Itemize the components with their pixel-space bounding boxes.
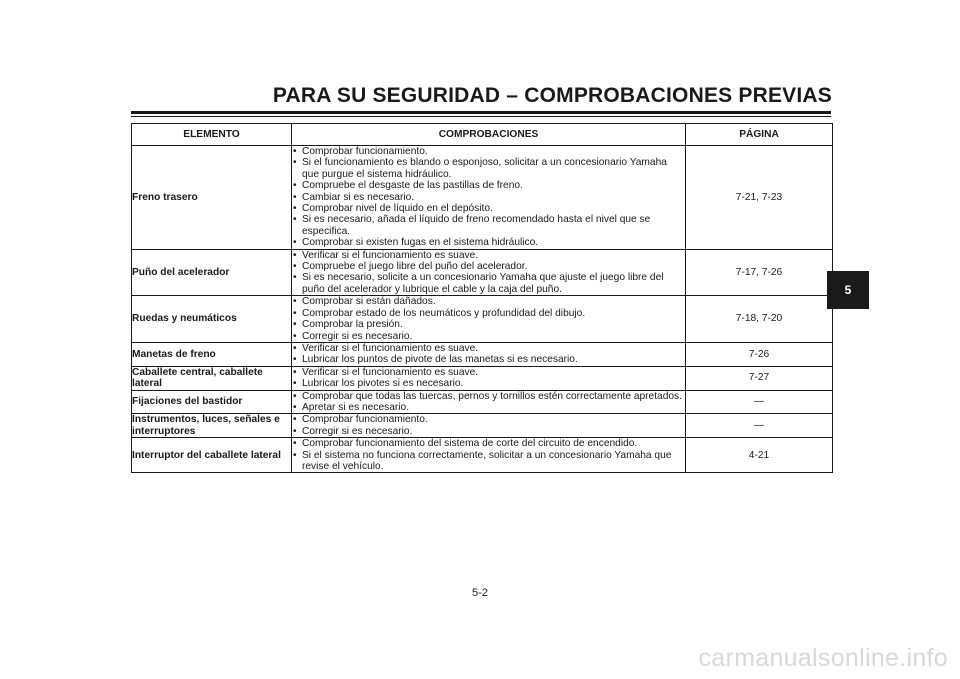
table-row xyxy=(132,390,833,414)
element-cell: Manetas de freno xyxy=(132,342,292,366)
check-item: • Si el sistema no funciona correctamente, solicitar a un concesionario Yamaha que revise el vehículo. xyxy=(292,450,685,473)
page-number: 5-2 xyxy=(472,587,488,599)
table-row xyxy=(132,414,833,438)
check-item: • Comprobar funcionamiento. xyxy=(292,146,685,157)
check-item: • Cambiar si es necesario. xyxy=(292,192,685,203)
table-row xyxy=(132,438,833,473)
check-item: • Comprobar funcionamiento. xyxy=(292,414,685,425)
title-rule-thin xyxy=(131,116,831,117)
check-item: • Comprobar si están dañados. xyxy=(292,296,685,307)
check-item: • Verificar si el funcionamiento es suave. xyxy=(292,343,685,354)
checks-table-container xyxy=(131,123,832,473)
header-element: ELEMENTO xyxy=(132,124,292,146)
checks-list xyxy=(292,343,685,366)
checks-list xyxy=(292,250,685,296)
check-item: • Lubricar los pivotes si es necesario. xyxy=(292,378,685,389)
check-item: • Si el funcionamiento es blando o esponjoso, solicitar a un concesionario Yamaha que purgue el sistema hidráulico. xyxy=(292,157,685,180)
check-item: • Comprobar que todas las tuercas, pernos y tornillos estén correctamente apretados. xyxy=(292,391,685,402)
page-cell: — xyxy=(686,414,833,438)
element-cell: Fijaciones del bastidor xyxy=(132,390,292,414)
checks-cell xyxy=(292,414,686,438)
element-cell: Ruedas y neumáticos xyxy=(132,296,292,343)
table-body xyxy=(132,146,833,473)
table-row xyxy=(132,342,833,366)
check-item: • Comprobar la presión. xyxy=(292,319,685,330)
page-title: PARA SU SEGURIDAD – COMPROBACIONES PREVIAS xyxy=(272,84,832,107)
check-item: • Comprobar si existen fugas en el sistema hidráulico. xyxy=(292,237,685,248)
table-row xyxy=(132,296,833,343)
header-checks: COMPROBACIONES xyxy=(292,124,686,146)
table-header-row xyxy=(132,124,833,146)
element-cell: Puño del acelerador xyxy=(132,249,292,296)
page-cell: 7-18, 7-20 xyxy=(686,296,833,343)
checks-cell xyxy=(292,438,686,473)
page-cell: 7-21, 7-23 xyxy=(686,146,833,250)
checks-list xyxy=(292,414,685,437)
checks-list xyxy=(292,438,685,472)
table-row xyxy=(132,146,833,250)
checks-cell xyxy=(292,390,686,414)
check-item: • Si es necesario, añada el líquido de freno recomendado hasta el nivel que se especifica. xyxy=(292,214,685,237)
checks-cell xyxy=(292,366,686,390)
check-item: • Comprobar estado de los neumáticos y profundidad del dibujo. xyxy=(292,308,685,319)
title-rule-thick xyxy=(131,111,831,114)
checks-list xyxy=(292,146,685,249)
element-cell: Instrumentos, luces, señales e interruptores xyxy=(132,414,292,438)
check-item: • Corregir si es necesario. xyxy=(292,331,685,342)
check-item: • Corregir si es necesario. xyxy=(292,426,685,437)
check-item: • Comprobar funcionamiento del sistema de corte del circuito de encendido. xyxy=(292,438,685,449)
checks-list xyxy=(292,296,685,342)
check-item: • Compruebe el desgaste de las pastillas de freno. xyxy=(292,180,685,191)
section-tab: 5 xyxy=(827,271,869,309)
checks-cell xyxy=(292,296,686,343)
page-cell: — xyxy=(686,390,833,414)
page-cell: 7-17, 7-26 xyxy=(686,249,833,296)
checks-cell xyxy=(292,342,686,366)
header-page: PÁGINA xyxy=(686,124,833,146)
checks-cell xyxy=(292,249,686,296)
check-item: • Si es necesario, solicite a un concesionario Yamaha que ajuste el juego libre del puño del acelerador y lubrique el cable y la caja del puño. xyxy=(292,272,685,295)
table-row xyxy=(132,366,833,390)
page-cell: 7-27 xyxy=(686,366,833,390)
check-item: • Verificar si el funcionamiento es suave. xyxy=(292,367,685,378)
checks-list xyxy=(292,391,685,414)
element-cell: Interruptor del caballete lateral xyxy=(132,438,292,473)
element-cell: Caballete central, caballete lateral xyxy=(132,366,292,390)
check-item: • Lubricar los puntos de pivote de las manetas si es necesario. xyxy=(292,354,685,365)
check-item: • Comprobar nivel de líquido en el depósito. xyxy=(292,203,685,214)
table-row xyxy=(132,249,833,296)
element-cell: Freno trasero xyxy=(132,146,292,250)
watermark: carmanualsonline.info xyxy=(698,644,948,672)
page-cell: 7-26 xyxy=(686,342,833,366)
checks-cell xyxy=(292,146,686,250)
page-cell: 4-21 xyxy=(686,438,833,473)
check-item: • Compruebe el juego libre del puño del acelerador. xyxy=(292,261,685,272)
check-item: • Apretar si es necesario. xyxy=(292,402,685,413)
check-item: • Verificar si el funcionamiento es suave. xyxy=(292,250,685,261)
checks-list xyxy=(292,367,685,390)
pre-operation-checks-table xyxy=(131,123,833,473)
